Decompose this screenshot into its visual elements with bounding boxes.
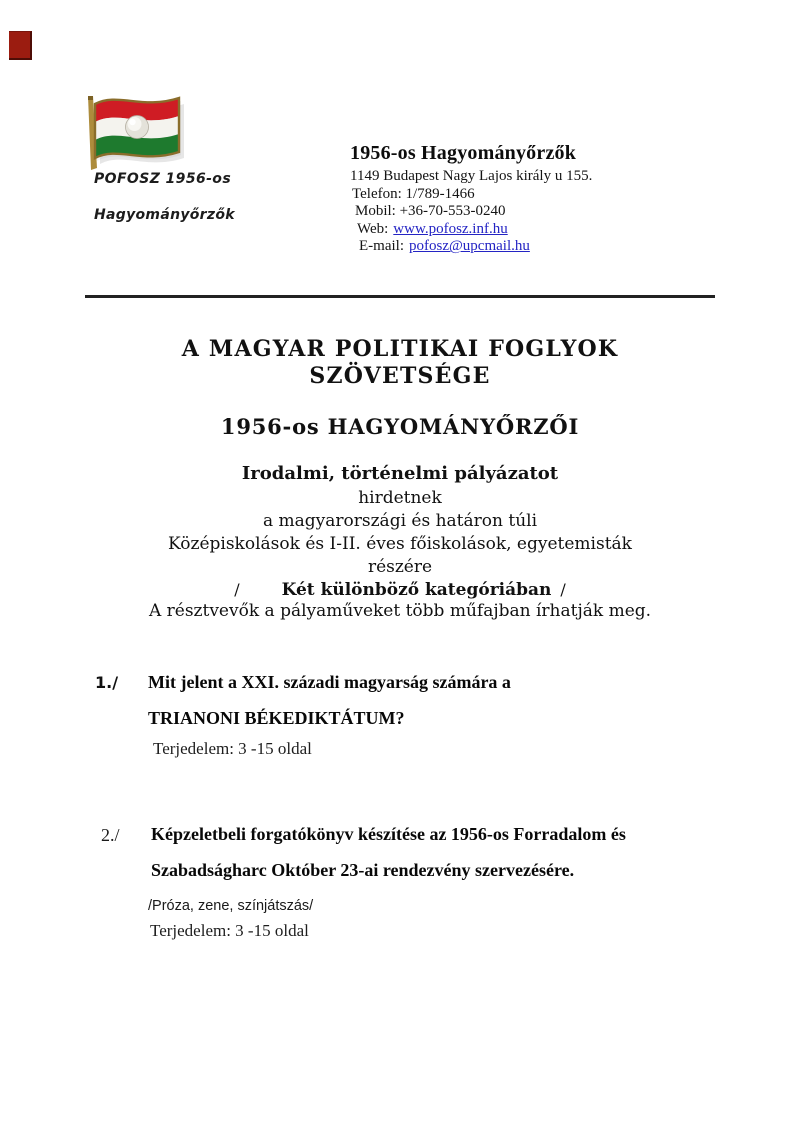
horizontal-divider: [85, 295, 715, 298]
letterhead: [350, 141, 592, 256]
org-address: 1149 Budapest Nagy Lajos király u 155.: [350, 168, 593, 184]
hungarian-flag-pin-icon: [80, 86, 192, 180]
main-title-line3: 1956-os HAGYOMÁNYŐRZŐI: [220, 414, 580, 439]
intro-category-line: [0, 580, 800, 600]
intro-line-kozepiskolasok: Középiskolások és I-II. éves főiskolások, egyetemisták: [168, 534, 632, 554]
item-2-title-line1: Képzeletbeli forgatókönyv készítése az 1956-os Forradalom és: [151, 824, 626, 844]
logo-caption-pofosz: POFOSZ 1956-os: [94, 171, 232, 187]
org-phone: Telefon: 1/789-1466: [352, 185, 475, 202]
main-title-line1: A MAGYAR POLITIKAI FOGLYOK: [181, 336, 619, 362]
item-2-length: Terjedelem: 3 -15 oldal: [150, 921, 309, 940]
item-1-number: 1./: [95, 673, 119, 692]
category-bold-text: Két különböző kategóriában: [281, 580, 552, 600]
category-close-slash: /: [560, 580, 566, 599]
item-2-title-line2: Szabadságharc Október 23-ai rendezvény szervezésére.: [151, 860, 575, 880]
email-link[interactable]: pofosz@upcmail.hu: [409, 238, 530, 255]
org-name: 1956-os Hagyományőrzők: [350, 142, 577, 164]
item-2-note: /Próza, zene, színjátszás/: [148, 898, 314, 914]
web-label: Web:: [357, 220, 389, 237]
red-corner-mark: [9, 31, 32, 60]
org-web-row: [350, 221, 592, 239]
email-label: E-mail:: [359, 238, 404, 255]
intro-line-reszere: részére: [367, 557, 433, 577]
org-email-row: [350, 238, 592, 256]
item-2-number: 2./: [101, 825, 120, 845]
logo-caption-hagyomanyorzok: Hagyományőrzők: [94, 207, 235, 223]
intro-line-palyazatot: Irodalmi, történelmi pályázatot: [241, 463, 559, 484]
item-1-title-line1: Mit jelent a XXI. századi magyarság számára a: [148, 672, 511, 692]
intro-line-resztvevok: A résztvevők a pályaműveket több műfajban írhatják meg.: [148, 601, 652, 621]
web-link[interactable]: www.pofosz.inf.hu: [393, 220, 508, 237]
main-title-line2: SZÖVETSÉGE: [309, 363, 491, 389]
item-1-title-line2: TRIANONI BÉKEDIKTÁTUM?: [148, 708, 405, 728]
intro-line-hirdetnek: hirdetnek: [358, 488, 442, 508]
category-open-slash: /: [234, 580, 240, 599]
org-mobile: Mobil: +36-70-553-0240: [355, 203, 506, 220]
intro-line-magyarorszagi: a magyarországi és határon túli: [262, 511, 538, 531]
item-1-length: Terjedelem: 3 -15 oldal: [153, 739, 312, 758]
